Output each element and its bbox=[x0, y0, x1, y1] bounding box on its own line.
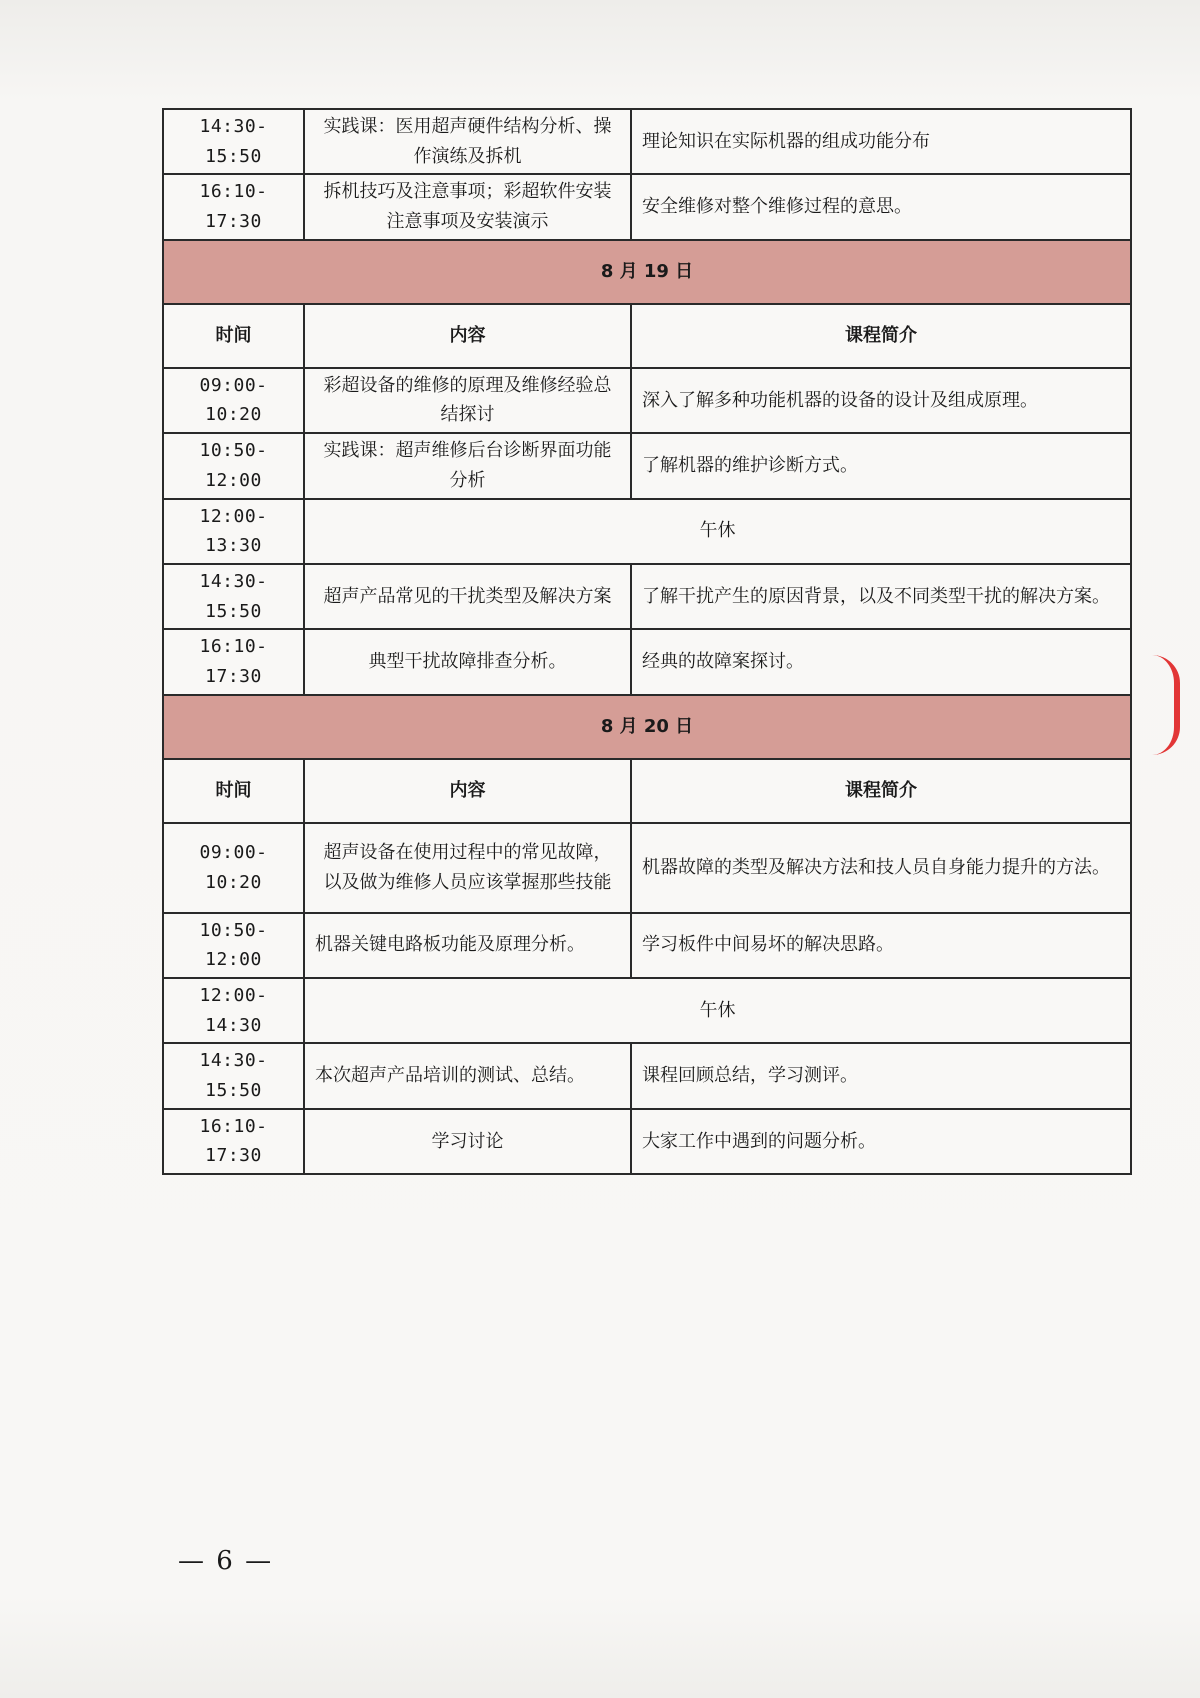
time-cell: 12:00-13:30 bbox=[163, 499, 304, 564]
time-cell: 14:30-15:50 bbox=[163, 109, 304, 174]
description-cell: 深入了解多种功能机器的设备的设计及组成原理。 bbox=[631, 368, 1131, 433]
description-cell: 安全维修对整个维修过程的意思。 bbox=[631, 174, 1131, 239]
time-cell: 09:00-10:20 bbox=[163, 823, 304, 913]
description-cell: 理论知识在实际机器的组成功能分布 bbox=[631, 109, 1131, 174]
table-row bbox=[163, 564, 1131, 629]
description-cell: 了解机器的维护诊断方式。 bbox=[631, 433, 1131, 498]
day-date: 8 月 20 日 bbox=[163, 695, 1131, 759]
table-row bbox=[163, 1043, 1131, 1108]
lunch-break-cell: 午休 bbox=[304, 499, 1131, 564]
seal-stamp-edge bbox=[1152, 655, 1180, 755]
description-cell: 了解干扰产生的原因背景，以及不同类型干扰的解决方案。 bbox=[631, 564, 1131, 629]
column-header-description: 课程简介 bbox=[631, 304, 1131, 368]
column-header-content: 内容 bbox=[304, 304, 631, 368]
column-header-row bbox=[163, 304, 1131, 368]
lunch-break-cell: 午休 bbox=[304, 978, 1131, 1043]
table-row bbox=[163, 629, 1131, 694]
time-cell: 12:00-14:30 bbox=[163, 978, 304, 1043]
table-row bbox=[163, 433, 1131, 498]
table-row bbox=[163, 913, 1131, 978]
table-row bbox=[163, 368, 1131, 433]
table-row bbox=[163, 109, 1131, 174]
description-cell: 经典的故障案探讨。 bbox=[631, 629, 1131, 694]
content-cell: 实践课：医用超声硬件结构分析、操作演练及拆机 bbox=[304, 109, 631, 174]
time-cell: 14:30-15:50 bbox=[163, 1043, 304, 1108]
table-row bbox=[163, 499, 1131, 564]
content-cell: 实践课：超声维修后台诊断界面功能分析 bbox=[304, 433, 631, 498]
content-cell: 本次超声产品培训的测试、总结。 bbox=[304, 1043, 631, 1108]
schedule-table bbox=[162, 108, 1132, 1175]
description-cell: 学习板件中间易坏的解决思路。 bbox=[631, 913, 1131, 978]
day-header-row bbox=[163, 695, 1131, 759]
content-cell: 超声设备在使用过程中的常见故障，以及做为维修人员应该掌握那些技能 bbox=[304, 823, 631, 913]
page-number: — 6 — bbox=[178, 1546, 274, 1576]
column-header-row bbox=[163, 759, 1131, 823]
time-cell: 10:50-12:00 bbox=[163, 433, 304, 498]
column-header-description: 课程简介 bbox=[631, 759, 1131, 823]
day-header-row bbox=[163, 240, 1131, 304]
time-cell: 16:10-17:30 bbox=[163, 1109, 304, 1174]
time-cell: 09:00-10:20 bbox=[163, 368, 304, 433]
description-cell: 大家工作中遇到的问题分析。 bbox=[631, 1109, 1131, 1174]
time-cell: 14:30-15:50 bbox=[163, 564, 304, 629]
column-header-content: 内容 bbox=[304, 759, 631, 823]
table-row bbox=[163, 823, 1131, 913]
column-header-time: 时间 bbox=[163, 759, 304, 823]
content-cell: 拆机技巧及注意事项；彩超软件安装注意事项及安装演示 bbox=[304, 174, 631, 239]
column-header-time: 时间 bbox=[163, 304, 304, 368]
content-cell: 典型干扰故障排查分析。 bbox=[304, 629, 631, 694]
time-cell: 16:10-17:30 bbox=[163, 174, 304, 239]
time-cell: 10:50-12:00 bbox=[163, 913, 304, 978]
table-row bbox=[163, 174, 1131, 239]
description-cell: 机器故障的类型及解决方法和技人员自身能力提升的方法。 bbox=[631, 823, 1131, 913]
content-cell: 学习讨论 bbox=[304, 1109, 631, 1174]
table-row bbox=[163, 1109, 1131, 1174]
day-date: 8 月 19 日 bbox=[163, 240, 1131, 304]
time-cell: 16:10-17:30 bbox=[163, 629, 304, 694]
content-cell: 机器关键电路板功能及原理分析。 bbox=[304, 913, 631, 978]
content-cell: 彩超设备的维修的原理及维修经验总结探讨 bbox=[304, 368, 631, 433]
table-row bbox=[163, 978, 1131, 1043]
content-cell: 超声产品常见的干扰类型及解决方案 bbox=[304, 564, 631, 629]
description-cell: 课程回顾总结，学习测评。 bbox=[631, 1043, 1131, 1108]
